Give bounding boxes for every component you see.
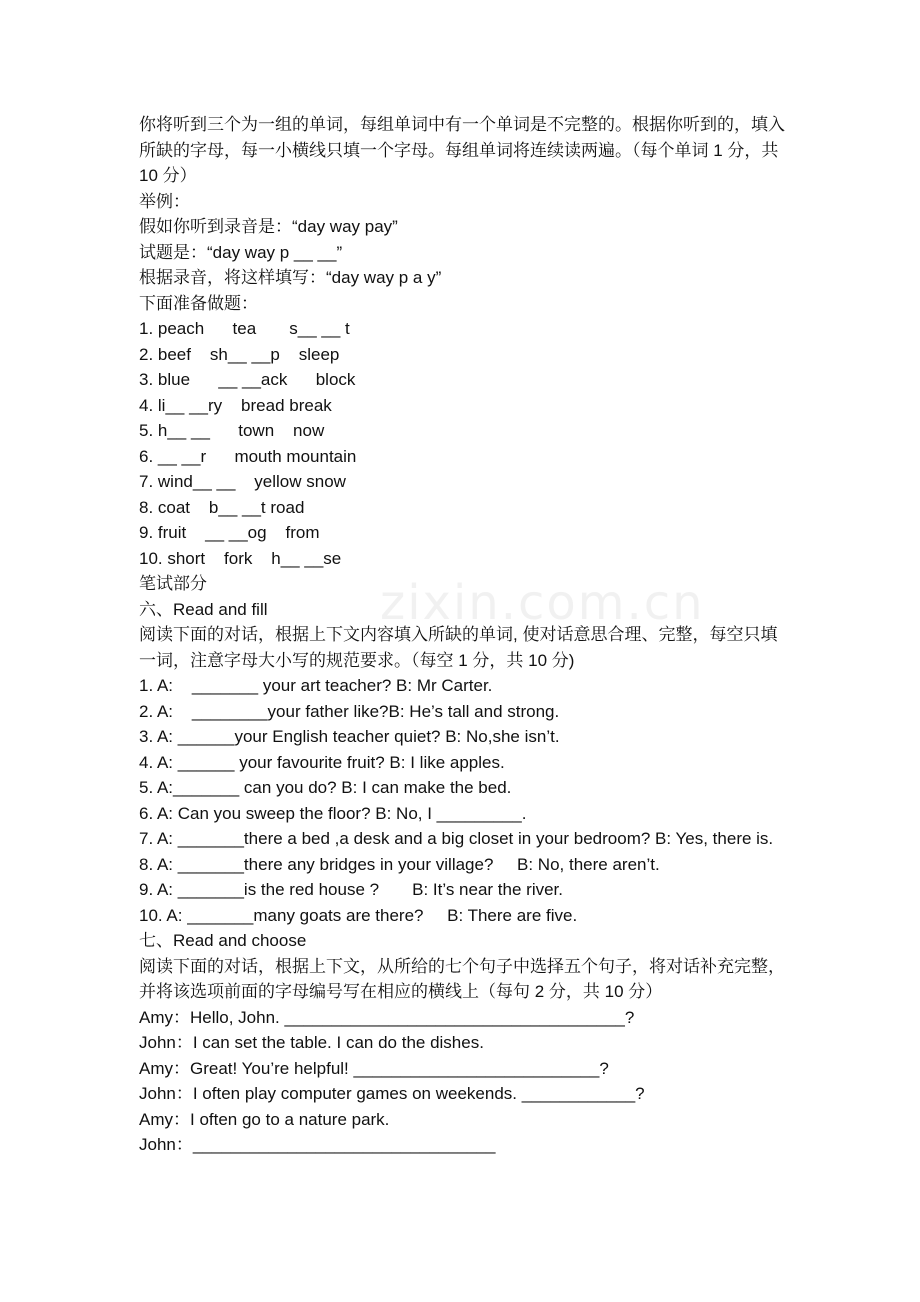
- watermark: zixin.com.cn: [380, 575, 705, 631]
- written-heading: 笔试部分: [139, 574, 207, 593]
- section7-title: 七、Read and choose: [139, 931, 307, 950]
- example-audio: 假如你听到录音是：“day way pay”: [139, 217, 398, 236]
- section7-instructions: 阅读下面的对话，根据上下文，从所给的七个句子中选择五个句子，将对话补充完整，并将该选项前面的字母编号写在相应的横线上（每句 2 分，共 10 分）: [139, 956, 785, 1001]
- section7-dialog: [139, 1005, 789, 1158]
- listening-items: [139, 316, 789, 571]
- section6-items: [139, 673, 789, 928]
- fill-item: 7. A: _______there a bed ,a desk and a big closet in your bedroom? B: Yes, there is.: [139, 829, 774, 848]
- example-heading: 举例：: [139, 191, 190, 211]
- listening-item: 4. li__ __ry bread break: [139, 395, 332, 415]
- fill-item: 3. A: ______your English teacher quiet? B: No,she isn’t.: [139, 727, 560, 746]
- dialog-line: John：I can set the table. I can do the dishes.: [139, 1033, 484, 1052]
- fill-item: 9. A: _______is the red house ? B: It’s near the river.: [139, 880, 564, 899]
- listening-item: 3. blue __ __ack block: [139, 370, 356, 389]
- fill-item: 10. A: _______many goats are there? B: There are five.: [139, 905, 578, 925]
- listening-item: 9. fruit __ __og from: [139, 523, 320, 542]
- fill-item: 5. A:_______ can you do? B: I can make the bed.: [139, 778, 512, 797]
- section6-title: 六、Read and fill: [139, 599, 268, 619]
- fill-item: 4. A: ______ your favourite fruit? B: I like apples.: [139, 752, 505, 772]
- fill-item: 2. A: ________your father like?B: He’s tall and strong.: [139, 701, 560, 721]
- listening-item: 7. wind__ __ yellow snow: [139, 472, 346, 491]
- dialog-line: Amy：I often go to a nature park.: [139, 1109, 390, 1129]
- prepare-text: 下面准备做题：: [139, 293, 258, 313]
- fill-item: 6. A: Can you sweep the floor? B: No, I _________.: [139, 803, 527, 823]
- dialog-line: Amy：Hello, John. ____________________________________?: [139, 1007, 635, 1027]
- section6-instructions: 阅读下面的对话，根据上下文内容填入所缺的单词, 使对话意思合理、完整，每空只填一词，注意字母大小写的规范要求。（每空 1 分，共 10 分): [139, 625, 778, 670]
- fill-item: 1. A: _______ your art teacher? B: Mr Carter.: [139, 676, 493, 695]
- fill-item: 8. A: _______there any bridges in your village? B: No, there aren’t.: [139, 854, 660, 874]
- listening-item: 2. beef sh__ __p sleep: [139, 344, 340, 364]
- listening-item: 5. h__ __ town now: [139, 421, 325, 440]
- example-answer: 根据录音，将这样填写：“day way p a y”: [139, 268, 442, 287]
- listening-instructions: 你将听到三个为一组的单词，每组单词中有一个单词是不完整的。根据你听到的，填入所缺的字母，每一小横线只填一个字母。每组单词将连续读两遍。（每个单词 1 分，共 10 分）: [139, 115, 785, 185]
- listening-item: 8. coat b__ __t road: [139, 497, 305, 517]
- dialog-line: Amy：Great! You’re helpful! __________________________?: [139, 1058, 609, 1078]
- listening-item: 10. short fork h__ __se: [139, 548, 342, 568]
- listening-item: 1. peach tea s__ __ t: [139, 319, 350, 338]
- example-question: 试题是：“day way p __ __”: [139, 242, 343, 262]
- dialog-line: John：I often play computer games on weekends. ____________?: [139, 1084, 645, 1103]
- dialog-line: John：________________________________: [139, 1135, 496, 1154]
- listening-item: 6. __ __r mouth mountain: [139, 446, 357, 466]
- worksheet-page: [139, 112, 789, 1158]
